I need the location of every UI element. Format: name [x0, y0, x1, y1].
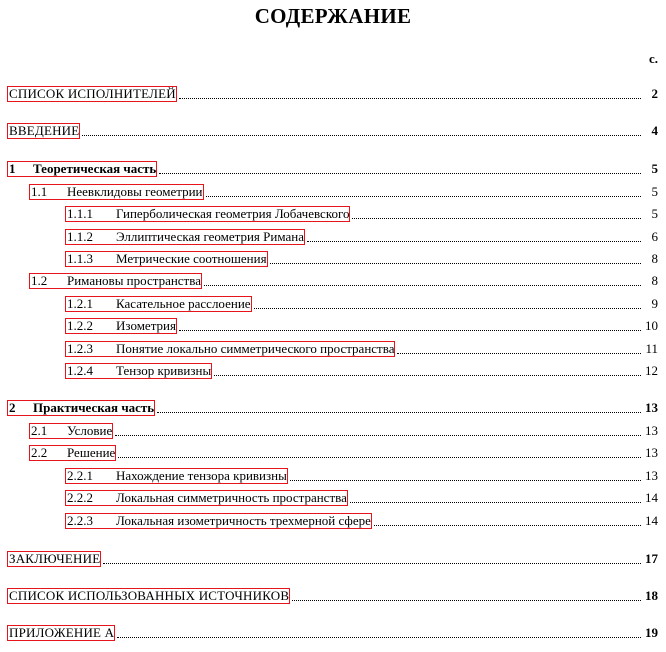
toc-entry-label[interactable]: [65, 490, 348, 506]
toc-entry-text: Локальная изометричность трехмерной сфере: [116, 513, 371, 528]
toc-entry-text: Решение: [67, 445, 116, 460]
page-column-label: с.: [648, 51, 658, 66]
toc-entry-subsection-1-2-2[interactable]: [65, 318, 658, 334]
toc-leader-dots: [290, 480, 641, 481]
toc-entry-label[interactable]: [7, 588, 290, 604]
toc-page-number: 13: [645, 468, 658, 483]
toc-leader-dots: [204, 285, 641, 286]
toc-leader-dots: [206, 196, 642, 197]
toc-entry-label[interactable]: [7, 400, 155, 416]
toc-page-number: 9: [651, 296, 658, 311]
toc-entry-subsection-2-2-1[interactable]: [65, 468, 658, 484]
toc-entry-label[interactable]: [65, 251, 268, 267]
toc-entry-text: ПРИЛОЖЕНИЕ А: [9, 625, 115, 640]
toc-leader-dots: [179, 330, 641, 331]
toc-entry-section-1-1[interactable]: [29, 184, 658, 200]
toc-entry-text: Локальная симметричность пространства: [116, 490, 347, 505]
toc-page-number: 18: [645, 588, 658, 603]
toc-entry-label[interactable]: [65, 318, 177, 334]
toc-leader-dots: [374, 525, 641, 526]
toc-page-number: 5: [651, 184, 658, 199]
toc-entry-label[interactable]: [65, 206, 350, 222]
toc-entry-number: 1.1: [31, 184, 48, 199]
toc-entry-label[interactable]: [65, 468, 288, 484]
toc-entry-section-2-2[interactable]: [29, 445, 658, 461]
toc-leader-dots: [397, 353, 641, 354]
toc-entry-text: Практическая часть: [33, 400, 155, 415]
toc-page-number: 8: [651, 273, 658, 288]
toc-entry-appendix-a[interactable]: [7, 625, 658, 641]
toc-leader-dots: [270, 263, 641, 264]
toc-entry-label[interactable]: [7, 123, 80, 139]
toc-page-number: 17: [645, 551, 658, 566]
toc-entry-text: Изометрия: [116, 318, 176, 333]
toc-page-number: 6: [651, 229, 658, 244]
toc-entry-text: СПИСОК ИСПОЛНИТЕЛЕЙ: [9, 86, 176, 101]
toc-page-number: 2: [651, 86, 658, 101]
toc-entry-section-2-1[interactable]: [29, 423, 658, 439]
toc-entry-label[interactable]: [29, 273, 202, 289]
toc-entry-text: Эллиптическая геометрия Римана: [116, 229, 304, 244]
toc-entry-text: Касательное расслоение: [116, 296, 251, 311]
toc-entry-section-1-2[interactable]: [29, 273, 658, 289]
toc-entry-label[interactable]: [7, 551, 101, 567]
toc-page-number: 12: [645, 363, 658, 378]
toc-entry-subsection-1-1-2[interactable]: [65, 229, 658, 245]
toc-entry-text: ВВЕДЕНИЕ: [9, 123, 80, 138]
toc-leader-dots: [292, 600, 641, 601]
toc-leader-dots: [157, 412, 641, 413]
toc-entry-text: Гиперболическая геометрия Лобачевского: [116, 206, 350, 221]
toc-leader-dots: [214, 375, 641, 376]
toc-entry-number: 1.2.3: [67, 341, 93, 356]
toc-entry-number: 1.2.2: [67, 318, 93, 333]
toc-leader-dots: [179, 98, 641, 99]
toc-leader-dots: [159, 173, 641, 174]
toc-page-number: 13: [645, 400, 658, 415]
toc-entry-text: ЗАКЛЮЧЕНИЕ: [9, 551, 101, 566]
toc-page-number: 5: [651, 206, 658, 221]
toc-entry-label[interactable]: [7, 161, 157, 177]
toc-entry-conclusion[interactable]: [7, 551, 658, 567]
toc-leader-dots: [103, 563, 641, 564]
toc-page-number: 13: [645, 423, 658, 438]
toc-entry-chapter-1[interactable]: [7, 161, 658, 177]
toc-entry-number: 1.2: [31, 273, 48, 288]
toc-entry-subsection-1-1-3[interactable]: [65, 251, 658, 267]
toc-entry-text: Условие: [67, 423, 113, 438]
toc-entry-number: 2.2.1: [67, 468, 93, 483]
toc-leader-dots: [115, 435, 641, 436]
toc-entry-text: Понятие локально симметрического пространства: [116, 341, 395, 356]
toc-entry-number: 1.2.1: [67, 296, 93, 311]
toc-page-number: 19: [645, 625, 658, 640]
toc-entry-subsection-2-2-3[interactable]: [65, 513, 658, 529]
toc-entry-number: 2.2: [31, 445, 48, 460]
toc-page-number: 14: [645, 490, 658, 505]
toc-entry-number: 2: [9, 400, 16, 415]
toc-entry-label[interactable]: [7, 625, 115, 641]
toc-entry-label[interactable]: [65, 296, 252, 312]
toc-entry-number: 1.1.1: [67, 206, 93, 221]
toc-entry-text: Тензор кривизны: [116, 363, 212, 378]
toc-entry-number: 1.1.2: [67, 229, 93, 244]
toc-entry-number: 2.1: [31, 423, 48, 438]
toc-leader-dots: [350, 502, 641, 503]
toc-entry-text: Нахождение тензора кривизны: [116, 468, 287, 483]
toc-page-number: 13: [645, 445, 658, 460]
toc-entry-references[interactable]: [7, 588, 658, 604]
toc-entry-number: 1.2.4: [67, 363, 93, 378]
toc-leader-dots: [117, 637, 641, 638]
toc-leader-dots: [118, 457, 641, 458]
toc-page-number: 4: [651, 123, 658, 138]
toc-entry-subsection-2-2-2[interactable]: [65, 490, 658, 506]
toc-entry-label[interactable]: [65, 229, 305, 245]
page-title: СОДЕРЖАНИЕ: [254, 4, 412, 28]
toc-leader-dots: [254, 308, 641, 309]
toc-page-number: 14: [645, 513, 658, 528]
toc-entry-chapter-2[interactable]: [7, 400, 658, 416]
toc-entry-number: 1: [9, 161, 16, 176]
toc-entry-label[interactable]: [65, 513, 372, 529]
toc-leader-dots: [307, 241, 641, 242]
toc-entry-text: Метрические соотношения: [116, 251, 267, 266]
toc-entry-label[interactable]: [29, 445, 116, 461]
toc-entry-label[interactable]: [65, 341, 395, 357]
toc-entry-label[interactable]: [7, 86, 177, 102]
toc-entry-subsection-1-2-1[interactable]: [65, 296, 658, 312]
toc-entry-number: 2.2.3: [67, 513, 93, 528]
toc-page-number: 8: [651, 251, 658, 266]
toc-entry-number: 1.1.3: [67, 251, 93, 266]
toc-leader-dots: [352, 218, 641, 219]
toc-entry-number: 2.2.2: [67, 490, 93, 505]
toc-entry-label[interactable]: [65, 363, 212, 379]
toc-entry-label[interactable]: [29, 423, 113, 439]
toc-entry-executors[interactable]: [7, 86, 658, 102]
toc-entry-text: Теоретическая часть: [33, 161, 157, 176]
toc-entry-text: СПИСОК ИСПОЛЬЗОВАННЫХ ИСТОЧНИКОВ: [9, 588, 290, 603]
toc-entry-subsection-1-2-3[interactable]: [65, 341, 658, 357]
toc-page-number: 5: [651, 161, 658, 176]
toc-page-number: 11: [645, 341, 658, 356]
toc-entry-text: Римановы пространства: [67, 273, 201, 288]
toc-leader-dots: [82, 135, 641, 136]
toc-entry-text: Неевклидовы геометрии: [67, 184, 203, 199]
toc-entry-subsection-1-1-1[interactable]: [65, 206, 658, 222]
toc-entry-subsection-1-2-4[interactable]: [65, 363, 658, 379]
toc-entry-introduction[interactable]: [7, 123, 658, 139]
toc-page-number: 10: [645, 318, 658, 333]
toc-entry-label[interactable]: [29, 184, 204, 200]
